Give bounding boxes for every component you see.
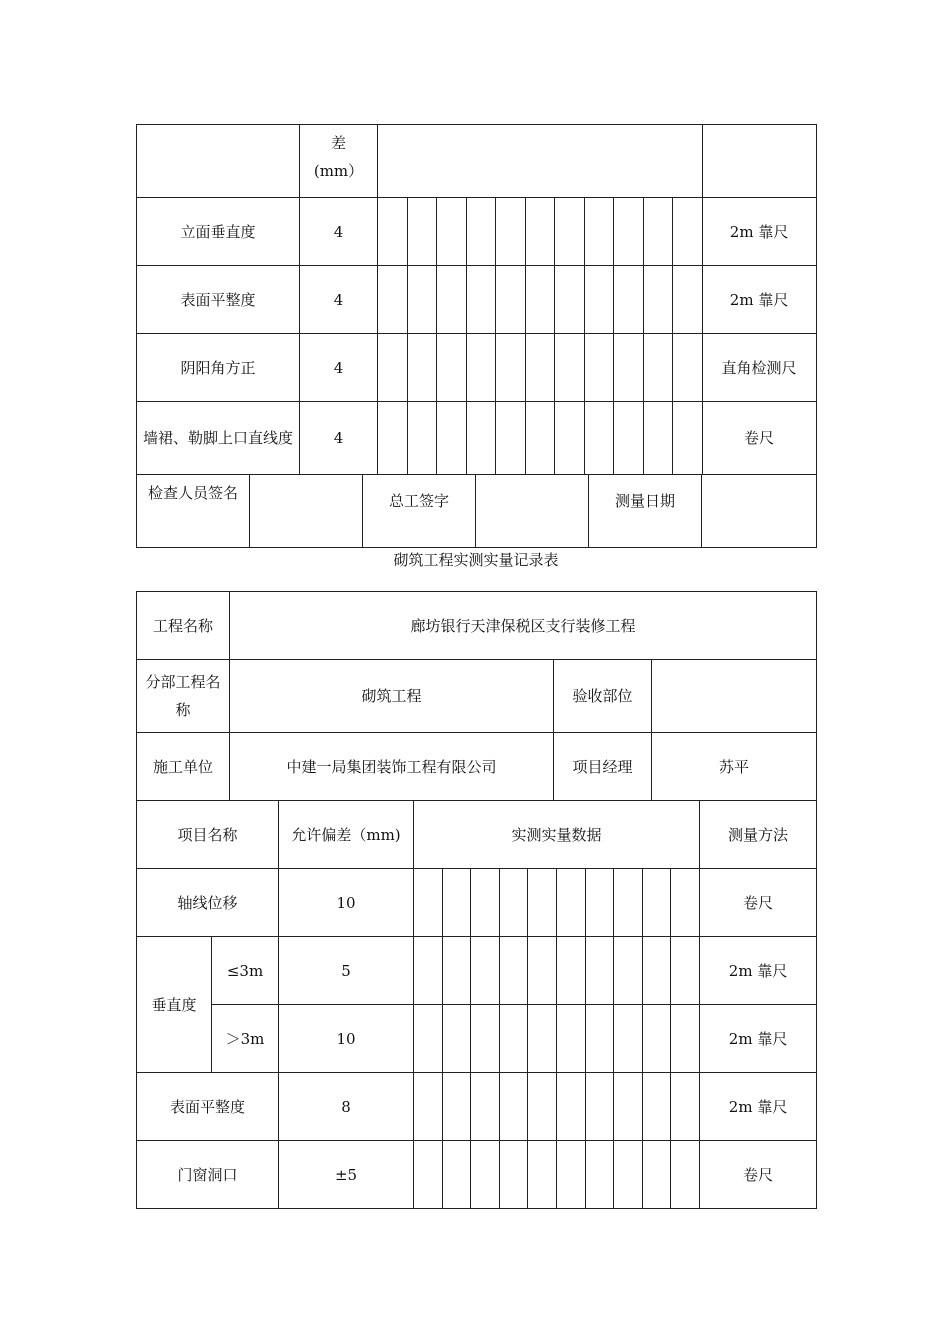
table-signature-row xyxy=(136,474,817,548)
table-row xyxy=(137,869,817,937)
item-name: 门窗洞口 xyxy=(137,1141,279,1209)
division-value: 砌筑工程 xyxy=(230,660,554,733)
measurement-date-value xyxy=(702,475,817,548)
chief-engineer-signature-value xyxy=(476,475,589,548)
item-tolerance: 4 xyxy=(300,402,378,475)
item-name: 立面垂直度 xyxy=(137,198,300,266)
project-name-value: 廊坊银行天津保税区支行装修工程 xyxy=(230,592,817,660)
data-header-blank xyxy=(378,125,703,198)
item-method: 2m 靠尺 xyxy=(700,1073,817,1141)
item-tolerance: 10 xyxy=(279,1005,414,1073)
item-method: 2m 靠尺 xyxy=(700,937,817,1005)
item-tolerance: ±5 xyxy=(279,1141,414,1209)
table-masonry-info xyxy=(136,591,817,801)
item-name: 表面平整度 xyxy=(137,266,300,334)
item-method: 2m 靠尺 xyxy=(700,1005,817,1073)
table-deviation-continued xyxy=(136,124,817,475)
measurement-date-label: 测量日期 xyxy=(589,475,702,548)
table-row xyxy=(137,937,817,1005)
item-method: 卷尺 xyxy=(702,402,816,475)
item-subcondition: ＞3m xyxy=(212,1005,279,1073)
item-method: 卷尺 xyxy=(700,869,817,937)
table-row xyxy=(137,1073,817,1141)
item-name: 表面平整度 xyxy=(137,1073,279,1141)
item-method: 直角检测尺 xyxy=(702,334,816,402)
chief-engineer-signature-label: 总工签字 xyxy=(363,475,476,548)
project-manager-label: 项目经理 xyxy=(554,733,652,801)
contractor-value: 中建一局集团装饰工程有限公司 xyxy=(230,733,554,801)
item-method: 2m 靠尺 xyxy=(702,266,816,334)
measured-data-header: 实测实量数据 xyxy=(414,801,700,869)
inspector-signature-value xyxy=(250,475,363,548)
item-subcondition: ≤3m xyxy=(212,937,279,1005)
table-row xyxy=(137,1141,817,1209)
verticality-group-label: 垂直度 xyxy=(137,937,212,1073)
item-name: 墙裙、勒脚上口直线度 xyxy=(137,402,300,475)
item-tolerance: 5 xyxy=(279,937,414,1005)
table-row xyxy=(137,1005,817,1073)
tolerance-header: 允许偏差（mm) xyxy=(279,801,414,869)
division-label: 分部工程名称 xyxy=(137,660,230,733)
item-name: 阴阳角方正 xyxy=(137,334,300,402)
item-name-header: 项目名称 xyxy=(137,801,279,869)
method-header: 测量方法 xyxy=(700,801,817,869)
project-manager-value: 苏平 xyxy=(652,733,817,801)
table-masonry-measurements xyxy=(136,800,817,1209)
item-tolerance: 8 xyxy=(279,1073,414,1141)
item-method: 卷尺 xyxy=(700,1141,817,1209)
header-blank-cell xyxy=(137,125,300,198)
table-row xyxy=(137,198,817,266)
item-tolerance: 4 xyxy=(300,198,378,266)
item-tolerance: 4 xyxy=(300,334,378,402)
item-tolerance: 4 xyxy=(300,266,378,334)
contractor-label: 施工单位 xyxy=(137,733,230,801)
method-header-blank xyxy=(702,125,816,198)
inspector-signature-label: 检查人员签名 xyxy=(137,475,250,548)
item-name: 轴线位移 xyxy=(137,869,279,937)
table-row xyxy=(137,334,817,402)
table-row xyxy=(137,266,817,334)
tolerance-header: 差 (mm） xyxy=(300,125,378,198)
item-tolerance: 10 xyxy=(279,869,414,937)
item-method: 2m 靠尺 xyxy=(702,198,816,266)
table-row xyxy=(137,402,817,475)
acceptance-label: 验收部位 xyxy=(554,660,652,733)
project-name-label: 工程名称 xyxy=(137,592,230,660)
acceptance-value xyxy=(652,660,817,733)
table-title: 砌筑工程实测实量记录表 xyxy=(393,551,559,569)
